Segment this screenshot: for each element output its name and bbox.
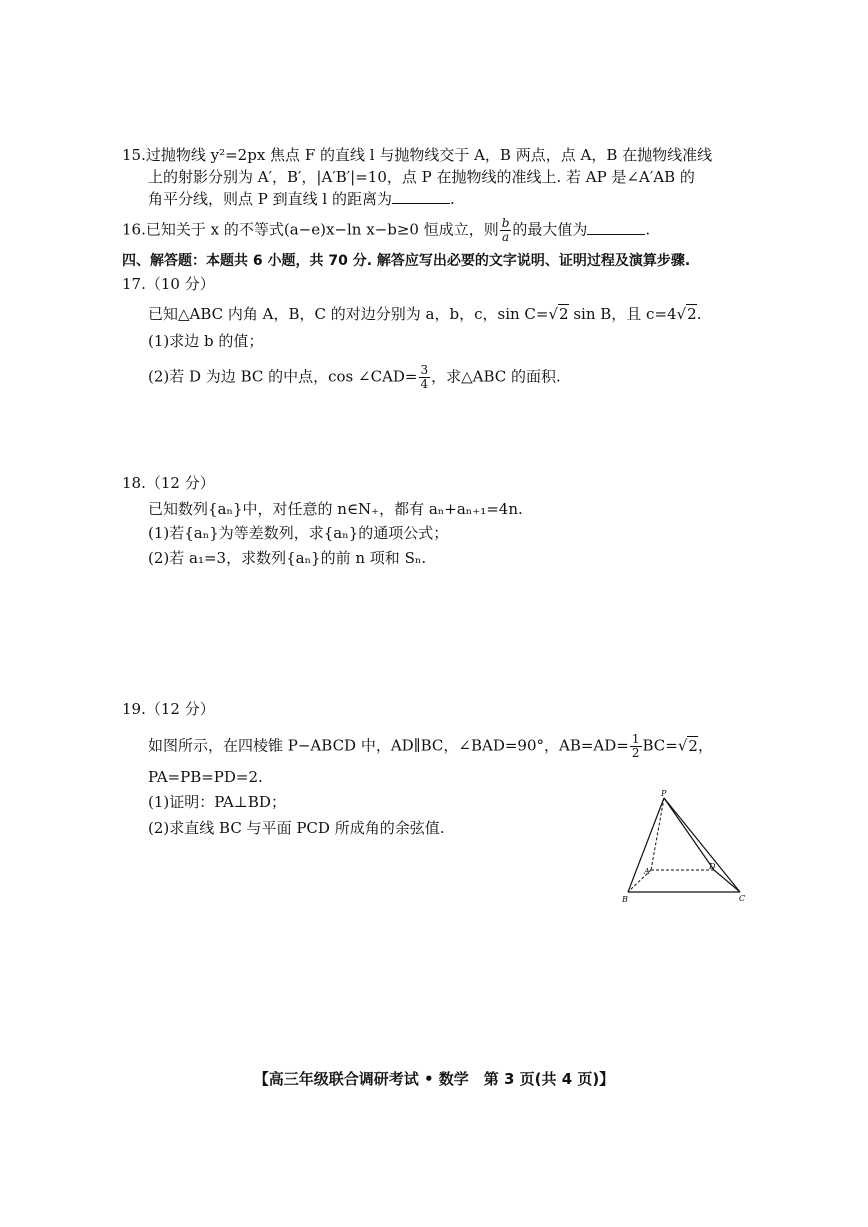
edge-pb — [628, 798, 664, 892]
q17-part2-pre: (2)若 D 为边 BC 的中点，cos ∠CAD= — [148, 367, 418, 386]
q16-text-post: 的最大值为 — [512, 220, 588, 239]
q19-sqrt: 2 — [688, 736, 698, 755]
edge-pa-hidden — [651, 798, 664, 870]
edge-dc — [714, 870, 740, 892]
edge-pc — [664, 798, 740, 892]
q15-line3-text: 角平分线，则点 P 到直线 l 的距离为 — [148, 190, 392, 208]
q17-fraction — [419, 364, 431, 391]
page-footer: 【高三年级联合调研考试 • 数学 第 3 页(共 4 页)】 — [253, 1070, 615, 1088]
q17-sqrt2: 2 — [687, 305, 697, 323]
q17-frac-den: 4 — [420, 377, 429, 391]
q18-part1: (1)若{aₙ}为等差数列，求{aₙ}的通项公式； — [148, 524, 449, 542]
q19-part1: (1)证明：PA⊥BD； — [148, 793, 286, 811]
section-heading: 四、解答题：本题共 6 小题，共 70 分. 解答应写出必要的文字说明、证明过程及演算步骤. — [122, 253, 691, 269]
q19-stem2: PA=PB=PD=2. — [148, 768, 263, 786]
q17-sqrt1: 2 — [559, 305, 569, 323]
q17-stem-pre: 已知△ABC 内角 A，B，C 的对边分别为 a，b，c，sin C= — [148, 305, 549, 323]
q17-stem-mid: sin B，且 c=4 — [568, 305, 677, 323]
q18-part2: (2)若 a₁=3，求数列{aₙ}的前 n 项和 Sₙ. — [148, 549, 427, 567]
q16-text-pre: 16.已知关于 x 的不等式(a−e)x−ln x−b≥0 恒成立，则 — [122, 220, 499, 239]
q16-fraction — [500, 217, 512, 244]
q18-head: 18.（12 分） — [122, 474, 215, 492]
q17-part1: (1)求边 b 的值； — [148, 332, 264, 350]
label-p: P — [661, 790, 667, 798]
q19-frac-den: 2 — [631, 746, 640, 760]
q15-line3-end: . — [449, 190, 455, 208]
q19-stem-mid: BC= — [642, 736, 678, 755]
q17-stem-end: . — [696, 305, 702, 323]
q16-frac-num: b — [501, 216, 510, 230]
q19-fraction — [630, 733, 642, 760]
q16-text-end: . — [645, 220, 651, 239]
q15-line1: 15.过抛物线 y²=2px 焦点 F 的直线 l 与抛物线交于 A，B 两点，点 A，B 在抛物线准线 — [122, 146, 713, 164]
label-d: D — [709, 862, 716, 871]
q15-line3 — [148, 189, 455, 209]
q17-head: 17.（10 分） — [122, 275, 215, 293]
q19-stem: 如图所示，在四棱锥 P−ABCD 中，AD∥BC，∠BAD=90°，AB=AD= $\frac{1}{2}$ BC=√2， — [148, 732, 713, 760]
edge-pd — [664, 798, 714, 870]
q16-frac-den: a — [501, 230, 510, 244]
q19-part2: (2)求直线 BC 与平面 PCD 所成角的余弦值. — [148, 819, 445, 837]
q16-line — [122, 217, 650, 244]
q15-answer-blank — [392, 189, 450, 204]
q18-stem: 已知数列{aₙ}中，对任意的 n∈N₊，都有 aₙ+aₙ₊₁=4n. — [148, 500, 523, 518]
pyramid-figure — [618, 790, 748, 905]
q19-stem-pre: 如图所示，在四棱锥 P−ABCD 中，AD∥BC，∠BAD=90°，AB=AD= — [148, 736, 629, 755]
q19-stem-end: ， — [697, 736, 713, 755]
q17-stem: 已知△ABC 内角 A，B，C 的对边分别为 a，b，c，sin C=√2 sin B，且 c=4√2. — [148, 305, 702, 323]
label-b: B — [622, 895, 628, 904]
q17-frac-num: 3 — [420, 363, 429, 377]
q17-part2 — [148, 364, 561, 391]
q15-line2: 上的射影分别为 A′，B′，|A′B′|=10，点 P 在抛物线的准线上. 若 AP 是∠A′AB 的 — [148, 168, 695, 186]
label-a: A — [644, 867, 650, 876]
q19-head: 19.（12 分） — [122, 700, 215, 718]
q17-part2-post: ，求△ABC 的面积. — [431, 367, 561, 386]
q19-frac-num: 1 — [631, 732, 640, 746]
q16-answer-blank — [587, 220, 645, 235]
label-c: C — [739, 894, 746, 903]
